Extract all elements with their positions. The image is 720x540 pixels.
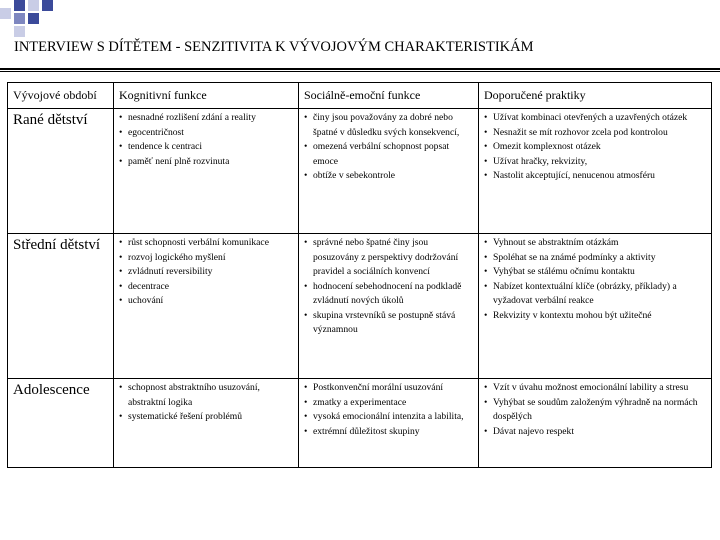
header-social: Sociálně-emoční funkce xyxy=(299,83,479,109)
header-cognitive: Kognitivní funkce xyxy=(114,83,299,109)
characteristics-table xyxy=(7,82,712,468)
header-period: Vývojové období xyxy=(8,83,114,109)
title-divider-thin xyxy=(0,71,720,72)
list-item: • Spoléhat se na známé podmínky a aktivity xyxy=(484,251,706,266)
list-item: • Vyhnout se abstraktním otázkám xyxy=(484,236,706,251)
period-cell: Rané dětství xyxy=(8,109,114,234)
deco-square-4 xyxy=(0,8,11,19)
practices-cell xyxy=(479,234,712,379)
list-item: • tendence k centraci xyxy=(119,140,293,155)
list-item: • Postkonvenční morální usuzování xyxy=(304,381,473,396)
list-item: • zvládnutí reversibility xyxy=(119,265,293,280)
cognitive-cell xyxy=(114,109,299,234)
table-row xyxy=(8,234,712,379)
list-item: • Rekvizity v kontextu mohou být užitečné xyxy=(484,309,706,324)
cognitive-cell xyxy=(114,379,299,468)
header-practices: Doporučené praktiky xyxy=(479,83,712,109)
list-item: • systematické řešení problémů xyxy=(119,410,293,425)
period-cell: Adolescence xyxy=(8,379,114,468)
list-item: • Užívat kombinaci otevřených a uzavřených otázek xyxy=(484,111,706,126)
list-item: • schopnost abstraktního usuzování, abstraktní logika xyxy=(119,381,293,410)
social-cell xyxy=(299,379,479,468)
deco-square-2 xyxy=(28,0,39,11)
social-cell xyxy=(299,234,479,379)
list-item: • Užívat hračky, rekvizity, xyxy=(484,155,706,170)
list-item: • vysoká emocionální intenzita a labilita, xyxy=(304,410,473,425)
title-divider xyxy=(0,68,720,70)
deco-square-5 xyxy=(28,13,39,24)
list-item: • egocentričnost xyxy=(119,126,293,141)
list-item: • Vzít v úvahu možnost emocionální lability a stresu xyxy=(484,381,706,396)
list-item: • Nastolit akceptující, nenucenou atmosféru xyxy=(484,169,706,184)
list-item: • Vyhýbat se stálému očnímu kontaktu xyxy=(484,265,706,280)
list-item: • nesnadné rozlišení zdání a reality xyxy=(119,111,293,126)
list-item: • činy jsou považovány za dobré nebo špatné v důsledku svých konsekvencí, xyxy=(304,111,473,140)
deco-square-1 xyxy=(14,0,25,11)
cognitive-cell xyxy=(114,234,299,379)
list-item: • paměť není plně rozvinuta xyxy=(119,155,293,170)
list-item: • uchování xyxy=(119,294,293,309)
list-item: • Nabízet kontextuální klíče (obrázky, příklady) a vyžadovat verbální reakce xyxy=(484,280,706,309)
table-row xyxy=(8,109,712,234)
list-item: • omezená verbální schopnost popsat emoce xyxy=(304,140,473,169)
list-item: • decentrace xyxy=(119,280,293,295)
table-header-row xyxy=(8,83,712,109)
list-item: • extrémní důležitost skupiny xyxy=(304,425,473,440)
table-row xyxy=(8,379,712,468)
list-item: • Vyhýbat se soudům založeným výhradně na normách dospělých xyxy=(484,396,706,425)
list-item: • skupina vrstevníků se postupně stává významnou xyxy=(304,309,473,338)
period-cell: Střední dětství xyxy=(8,234,114,379)
deco-square-6 xyxy=(14,13,25,24)
page-title: INTERVIEW S DÍTĚTEM - SENZITIVITA K VÝVOJOVÝM CHARAKTERISTIKÁM xyxy=(14,39,534,55)
list-item: • správné nebo špatné činy jsou posuzovány z perspektivy dodržování pravidel a sociálních konvencí xyxy=(304,236,473,280)
list-item: • zmatky a experimentace xyxy=(304,396,473,411)
social-cell xyxy=(299,109,479,234)
practices-cell xyxy=(479,379,712,468)
deco-square-7 xyxy=(14,26,25,37)
list-item: • rozvoj logického myšlení xyxy=(119,251,293,266)
list-item: • obtíže v sebekontrole xyxy=(304,169,473,184)
list-item: • Omezit komplexnost otázek xyxy=(484,140,706,155)
list-item: • Nesnažit se mít rozhovor zcela pod kontrolou xyxy=(484,126,706,141)
list-item: • růst schopnosti verbální komunikace xyxy=(119,236,293,251)
deco-square-3 xyxy=(42,0,53,11)
practices-cell xyxy=(479,109,712,234)
list-item: • Dávat najevo respekt xyxy=(484,425,706,440)
list-item: • hodnocení sebehodnocení na podkladě zvládnutí nových úkolů xyxy=(304,280,473,309)
